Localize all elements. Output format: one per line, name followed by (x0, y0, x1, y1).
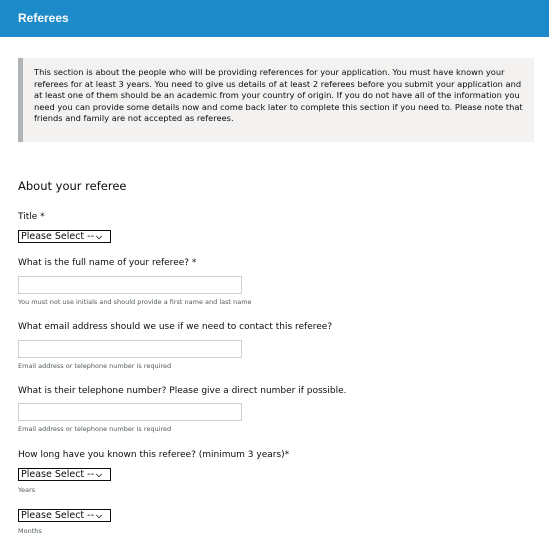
section-title: About your referee (18, 179, 127, 193)
fullname-input[interactable] (18, 276, 242, 294)
months-hint: Months (18, 527, 42, 535)
title-select-value: Please Select -- (21, 231, 95, 242)
email-input[interactable] (18, 340, 242, 358)
email-label: What email address should we use if we need to contact this referee? (18, 322, 333, 332)
phone-input[interactable] (18, 403, 242, 421)
title-label: Title * (18, 212, 45, 222)
title-select[interactable] (18, 230, 111, 243)
phone-label: What is their telephone number? Please give a direct number if possible. (18, 386, 347, 396)
months-select-value: Please Select -- (21, 510, 95, 521)
known-label: How long have you known this referee? (minimum 3 years)* (18, 450, 290, 460)
chevron-down-icon: ⌵ (96, 470, 103, 479)
fullname-label: What is the full name of your referee? * (18, 258, 197, 268)
chevron-down-icon: ⌵ (96, 511, 103, 520)
page-header (0, 0, 549, 37)
phone-hint: Email address or telephone number is required (18, 425, 172, 433)
years-select-value: Please Select -- (21, 469, 95, 480)
info-panel (18, 58, 534, 142)
years-hint: Years (18, 486, 36, 494)
fullname-hint: You must not use initials and should provide a first name and last name (18, 298, 252, 306)
years-select[interactable] (18, 468, 111, 481)
email-hint: Email address or telephone number is required (18, 362, 172, 370)
info-text: This section is about the people who will be providing references for your application. You must have known your referees for at least 3 years. You need to give us details of at least 2 referees before you submit your application and at least one of them should be an academic from your country of origin. If you do not have all of the information you need you can provide some details now and come back later to complete this section if you need to. Please note that friends and family are not accepted as referees. (34, 67, 523, 124)
months-select[interactable] (18, 509, 111, 522)
page-title: Referees (18, 11, 69, 25)
chevron-down-icon: ⌵ (96, 232, 103, 241)
